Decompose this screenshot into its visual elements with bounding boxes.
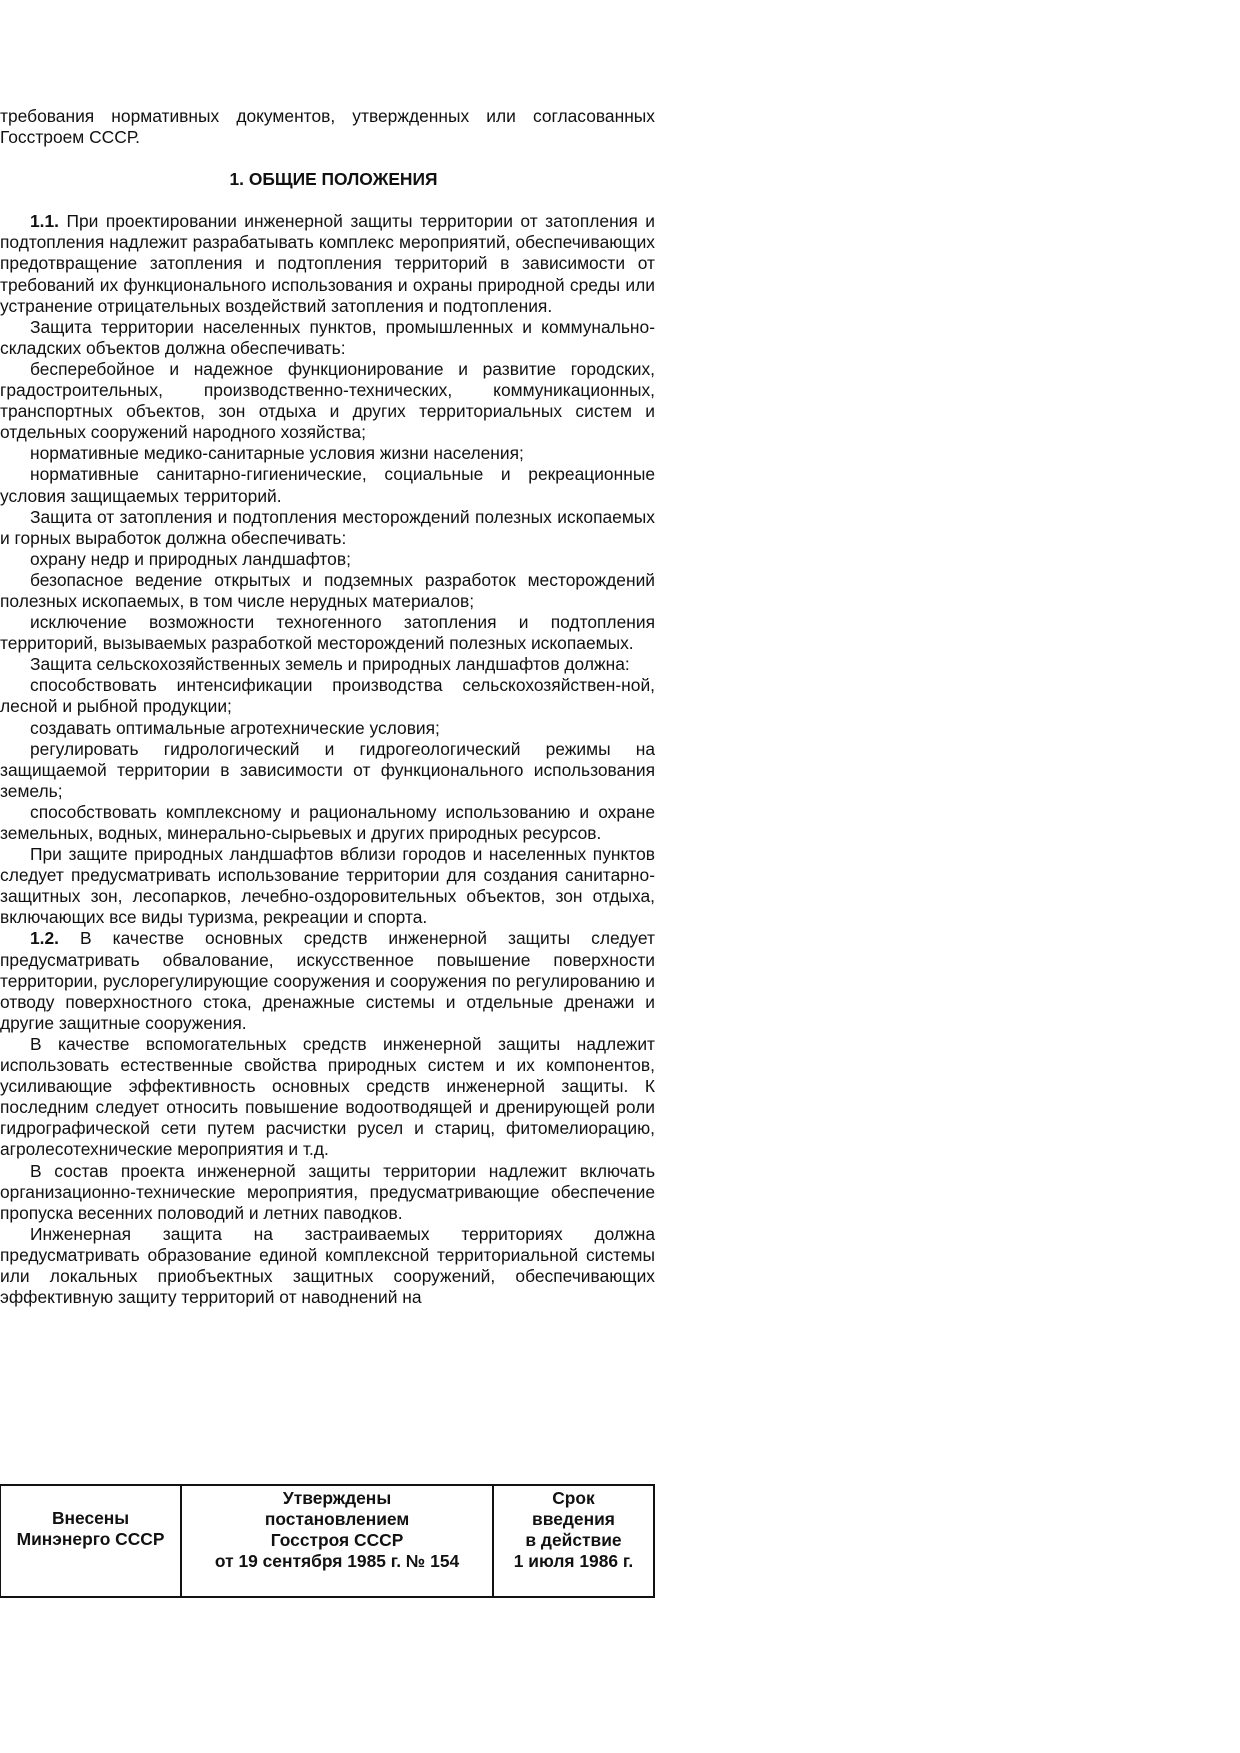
document-body (0, 106, 655, 1308)
cell-line: Госстроя СССР (270, 1530, 404, 1550)
cell-line: 1 июля 1986 г. (513, 1551, 634, 1571)
paragraph: Инженерная защита на застраиваемых территориях должна предусматривать образование единой комплексной территориальной системы или локальных приобъектных защитных сооружений, обеспечивающих эффективную защиту территорий от наводнений на (0, 1223, 655, 1308)
paragraph: нормативные медико-санитарные условия жизни населения; (30, 443, 524, 464)
cell-line: Минэнерго СССР (16, 1529, 165, 1549)
paragraph: исключение возможности техногенного затопления и подтопления территорий, вызываемых разработкой месторождений полезных ископаемых. (0, 612, 655, 654)
effective-date-cell (493, 1485, 654, 1597)
paragraph: В качестве вспомогательных средств инженерной защиты надлежит использовать естественные свойства природных систем и их компонентов, усиливающие эффективность основных средств инженерной защиты. К последним следует относить повышение водоотводящей и дренирующей роли гидрографической сети путем расчистки русел и стариц, фитомелиорацию, агролесотехнические мероприятия и т.д. (0, 1033, 655, 1160)
cell-line: Срок (552, 1488, 595, 1508)
paragraph: охрану недр и природных ландшафтов; (30, 548, 351, 569)
cell-line: Утверждены (282, 1488, 392, 1508)
cell-line: введения (532, 1509, 615, 1529)
clause-number: 1.1. (30, 211, 60, 232)
paragraph: Защита от затопления и подтопления месторождений полезных ископаемых и горных выработок должна обеспечивать: (0, 506, 655, 548)
paragraph: Защита сельскохозяйственных земель и природных ландшафтов должна: (30, 654, 630, 675)
clause-text: При проектировании инженерной защиты территории от затопления и подтопления надлежит разрабатывать комплекс мероприятий, обеспечивающих предотвращение затопления и подтопления территорий в зависимости от требований их функционального использования и охраны природной среды или устранение отрицательных воздействий затопления и подтопления. (0, 211, 655, 316)
paragraph: Защита территории населенных пунктов, промышленных и коммунально-складских объектов должна обеспечивать: (0, 316, 655, 358)
paragraph: бесперебойное и надежное функционирование и развитие городских, градостроительных, производственно-технических, коммуникационных, транспортных объектов, зон отдыха и других территориальных систем и отдельных сооружений народного хозяйства; (0, 358, 655, 443)
paragraph: создавать оптимальные агротехнические условия; (30, 717, 440, 738)
paragraph: В состав проекта инженерной защиты территории надлежит включать организационно-технические мероприятия, предусматривающие обеспечение пропуска весенних половодий и летних паводков. (0, 1160, 655, 1223)
paragraph: При защите природных ландшафтов вблизи городов и населенных пунктов следует предусматривать использование территории для создания санитарно-защитных зон, лесопарков, лечебно-оздоровительных объектов, зон отдыха, включающих все виды туризма, рекреации и спорта. (0, 844, 655, 928)
clause-text: В качестве основных средств инженерной защиты следует предусматривать обвалование, искусственное повышение поверхности территории, руслорегулирующие сооружения и сооружения по регулированию и отводу поверхностного стока, дренажные системы и отдельные дренажи и другие защитные сооружения. (0, 928, 655, 1033)
paragraph: регулировать гидрологический и гидрогеологический режимы на защищаемой территории в зависимости от функционального использования земель; (0, 738, 655, 801)
cell-line: постановлением (264, 1509, 410, 1529)
introduced-by-cell (1, 1485, 182, 1597)
spacer (0, 148, 655, 169)
approved-by-cell (181, 1485, 493, 1597)
clause-1-2 (0, 928, 655, 1033)
spacer (0, 190, 655, 211)
paragraph: безопасное ведение открытых и подземных разработок месторождений полезных ископаемых, в том числе нерудных материалов; (0, 569, 655, 611)
cell-line: в действие (525, 1530, 622, 1550)
cell-line: от 19 сентября 1985 г. № 154 (214, 1551, 460, 1571)
approval-table (0, 1484, 655, 1598)
paragraph: способствовать комплексному и рациональному использованию и охране земельных, водных, минерально-сырьевых и других природных ресурсов. (0, 801, 655, 843)
table-row (1, 1485, 655, 1597)
cell-line: Внесены (51, 1508, 130, 1528)
paragraph: способствовать интенсификации производства сельскохозяйствен-ной, лесной и рыбной продукции; (0, 675, 655, 717)
clause-number: 1.2. (30, 928, 60, 949)
intro-paragraph: требования нормативных документов, утвержденных или согласованных Госстроем СССР. (0, 106, 655, 148)
section-heading: 1. ОБЩИЕ ПОЛОЖЕНИЯ (229, 169, 438, 190)
clause-1-1 (0, 211, 655, 316)
paragraph: нормативные санитарно-гигиенические, социальные и рекреационные условия защищаемых территорий. (0, 464, 655, 506)
